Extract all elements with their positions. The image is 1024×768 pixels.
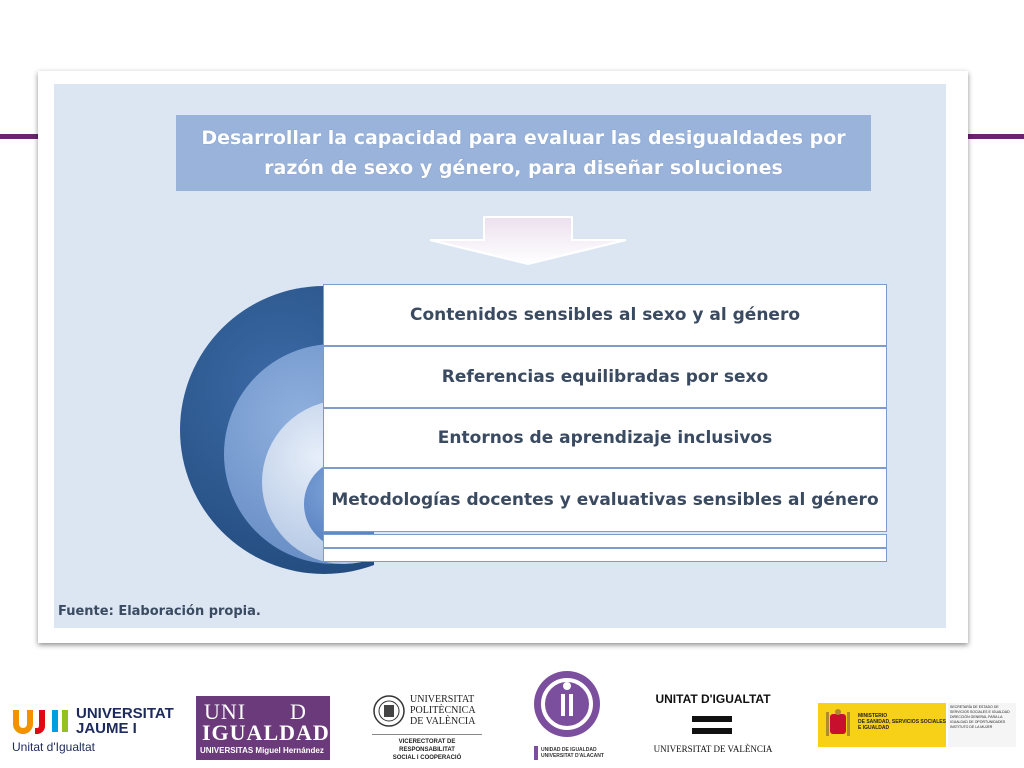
min-line1: MINISTERIO — [858, 713, 888, 719]
logo-ua — [530, 670, 604, 762]
ua-sub2: UNIVERSITAT D'ALACANT — [541, 753, 604, 759]
slide-image-frame — [38, 71, 968, 643]
down-arrow-icon — [428, 215, 628, 265]
upv-line1: UNIVERSITAT — [410, 694, 475, 705]
list-item — [323, 346, 887, 408]
upv-sub2: SOCIAL I COOPERACIÓ — [392, 755, 462, 761]
upv-line3: DE VALÈNCIA — [410, 716, 476, 727]
min-right1: SECRETARÍA DE ESTADO DE SERVICIOS SOCIALES E IGUALDAD — [950, 705, 1010, 714]
uji-name-line1: UNIVERSITAT — [76, 705, 174, 722]
slide-panel — [54, 84, 946, 628]
min-right2: DIRECCIÓN GENERAL PARA LA IGUALDAD DE OPORTUNIDADES — [950, 715, 1006, 724]
upv-line2: POLITÈCNICA — [410, 705, 476, 716]
logo-upv — [372, 694, 482, 761]
header-rule-left — [0, 134, 40, 139]
ua-sub1: UNIDAD DE IGUALDAD — [541, 747, 597, 753]
umh-subtitle: UNIVERSITAS Miguel Hernández — [200, 746, 324, 755]
uji-mark-icon — [12, 708, 74, 734]
min-right3: INSTITUTO DE LA MUJER — [950, 725, 993, 729]
empty-row — [323, 534, 887, 548]
uv-bar-icon — [692, 716, 732, 722]
source-caption: Fuente: Elaboración propia. — [58, 604, 261, 619]
coat-of-arms-icon — [824, 708, 852, 742]
logo-ministerio — [818, 703, 1018, 747]
min-line2: DE SANIDAD, SERVICIOS SOCIALES — [858, 719, 946, 725]
umh-line1b: D — [290, 699, 306, 724]
upv-seal-icon — [372, 694, 406, 728]
min-line3: E IGUALDAD — [858, 725, 890, 731]
headline-text: Desarrollar la capacidad para evaluar las desigualdades por razón de sexo y género, para diseñar soluciones — [201, 127, 846, 179]
list-item-label: Metodologías docentes y evaluativas sensibles al género — [331, 490, 879, 510]
list-item — [323, 284, 887, 346]
logo-uv — [650, 692, 776, 756]
uji-subtitle: Unitat d'Igualtat — [12, 740, 96, 754]
list-item-label: Contenidos sensibles al sexo y al género — [409, 305, 801, 325]
umh-line1: UNI — [204, 699, 247, 724]
header-rule-right — [968, 134, 1024, 139]
empty-row — [323, 548, 887, 562]
logo-footer — [0, 660, 1024, 768]
list-item — [323, 468, 887, 532]
headline-box — [176, 115, 871, 191]
umh-line2: IGUALDAD — [202, 720, 330, 745]
ua-circle-icon — [533, 670, 601, 738]
list-item — [323, 408, 887, 468]
uv-subtitle: UNIVERSITAT DE VALÈNCIA — [653, 744, 773, 754]
list-item-label: Entornos de aprendizaje inclusivos — [437, 428, 773, 448]
list-item-label: Referencias equilibradas por sexo — [441, 367, 769, 387]
logo-umh-igualdad — [196, 696, 330, 760]
upv-sub1: VICERECTORAT DE RESPONSABILITAT — [398, 739, 456, 753]
logo-uji — [12, 706, 172, 756]
uji-name-line2: JAUME I — [76, 720, 137, 737]
uv-title: UNITAT D'IGUALTAT — [655, 692, 771, 706]
uv-bar-icon — [692, 728, 732, 734]
